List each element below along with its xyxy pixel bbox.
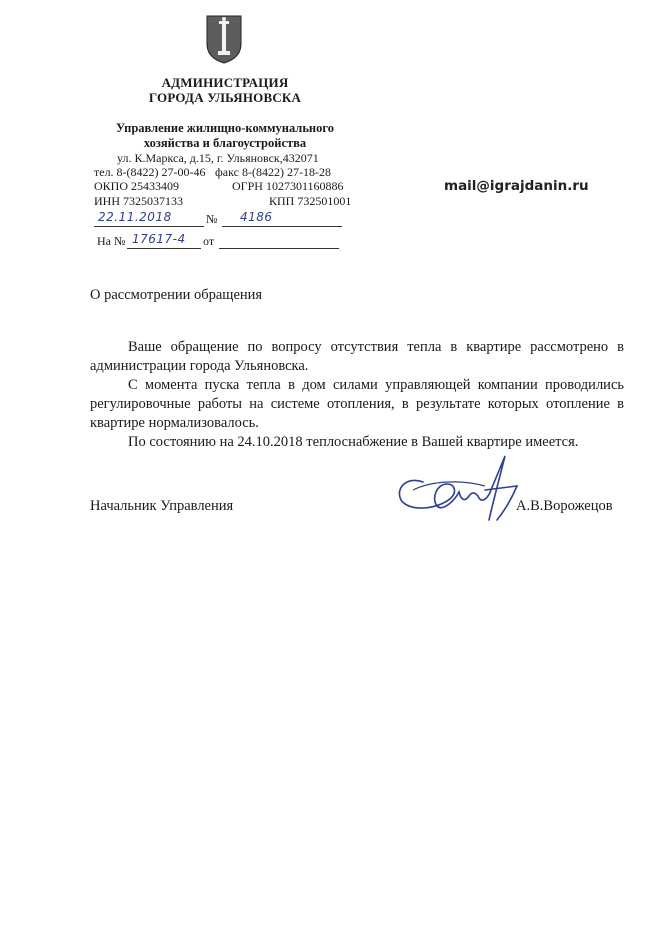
ogrn: ОГРН 1027301160886: [232, 179, 344, 193]
body-paragraph-1: Ваше обращение по вопросу отсутствия тепла в квартире рассмотрено в администрации города Ульяновска.: [90, 339, 624, 374]
outgoing-number: 4186: [240, 210, 273, 224]
fax: факс 8-(8422) 27-18-28: [215, 165, 331, 179]
letter-body: [90, 338, 624, 452]
number-underline: [222, 226, 342, 227]
from-label: от: [203, 234, 215, 248]
body-paragraph-3: По состоянию на 24.10.2018 теплоснабжение в Вашей квартире имеется.: [128, 434, 579, 450]
okpo: ОКПО 25433409: [94, 179, 180, 193]
number-label: №: [206, 212, 218, 226]
department-name-line1: Управление жилищно-коммунального: [115, 121, 334, 135]
date-underline: [94, 226, 204, 227]
phone: тел. 8-(8422) 27-00-46: [94, 165, 206, 179]
coat-of-arms-icon: [205, 14, 243, 64]
admin-city: ГОРОДА УЛЬЯНОВСКА: [148, 90, 302, 105]
signatory-title: Начальник Управления: [90, 498, 234, 514]
body-paragraph-2: С момента пуска тепла в дом силами управляющей компании проводились регулировочные работы на системе отопления, в результате которых отопление в квартире нормализовалось.: [90, 377, 624, 431]
kpp: КПП 732501001: [269, 194, 352, 208]
outgoing-date: 22.11.2018: [98, 210, 172, 224]
inn: ИНН 7325037133: [94, 194, 183, 208]
reference-number: 17617-4: [132, 232, 186, 246]
handwritten-signature: [393, 450, 525, 528]
from-underline: [219, 248, 339, 249]
address: ул. К.Маркса, д.15, г. Ульяновск,432071: [117, 151, 319, 165]
admin-title: АДМИНИСТРАЦИЯ: [161, 75, 289, 90]
signatory-name: А.В.Ворожецов: [516, 498, 613, 514]
subject-line: О рассмотрении обращения: [90, 287, 263, 303]
department-name-line2: хозяйства и благоустройства: [143, 136, 307, 150]
recipient-email: mail@igrajdanin.ru: [444, 178, 589, 194]
reference-underline: [127, 248, 201, 249]
reference-label: На №: [97, 234, 126, 248]
